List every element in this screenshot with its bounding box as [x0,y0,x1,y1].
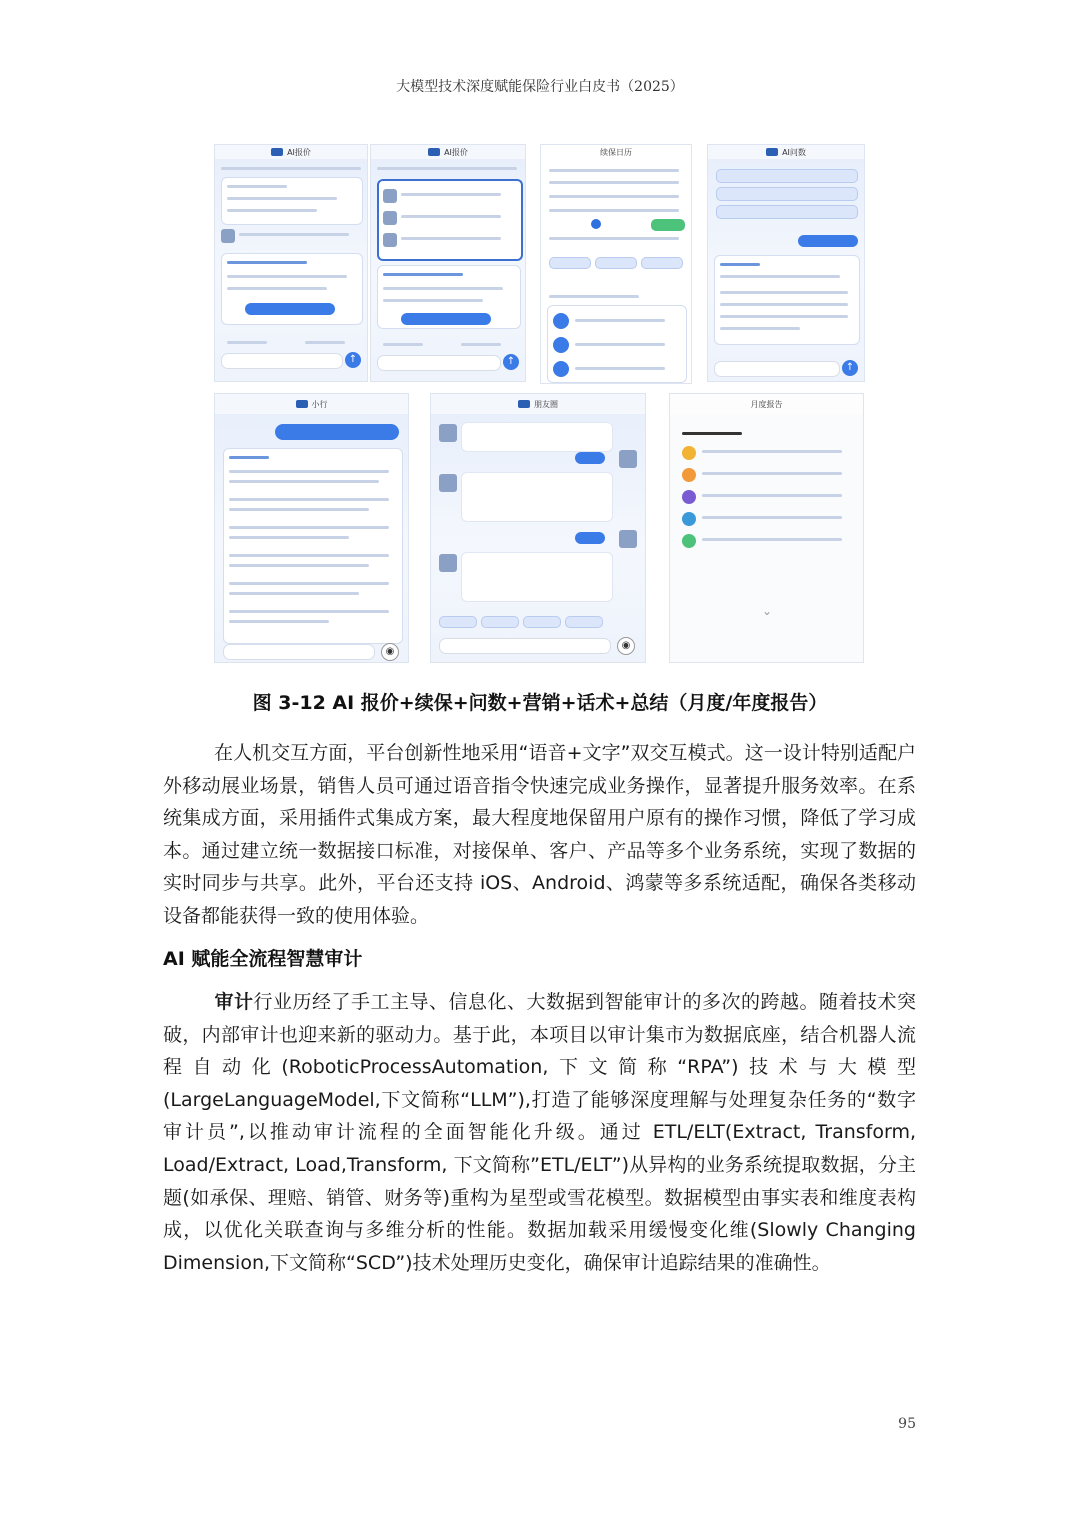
page-number: 95 [898,1416,916,1432]
screenshot-ai-quote-b: AI报价 ↑ [370,144,526,382]
paragraph-interaction: 在人机交互方面，平台创新性地采用“语音+文字”双交互模式。这一设计特别适配户外移动展业场景，销售人员可通过语音指令快速完成业务操作，显著提升服务效率。在系统集成方面，采用插件式集成方案，最大程度地保留用户原有的操作习惯，降低了学习成本。通过建立统一数据接口标准，对接保单、客户、产品等多个业务系统，实现了数据的实时同步与共享。此外，平台还支持 iOS、Android、鸿蒙等多系统适配，确保各类移动设备都能获得一致的使用体验。 [163,742,916,927]
screenshot-renewal-calendar: 续保日历 [540,144,692,384]
screenshot-marketing-assistant: 小行 ◉ [214,393,409,663]
running-header: 大模型技术深度赋能保险行业白皮书（2025） [396,79,684,95]
paragraph-audit: 审计行业历经了手工主导、信息化、大数据到智能审计的多次的跨越。随着技术突破，内部审计也迎来新的驱动力。基于此，本项目以审计集市为数据底座，结合机器人流程自动化(RoboticProcessAutomation,下文简称“RPA”)技术与大模型(LargeLanguageModel,下文简称“LLM”),打造了能够深度理解与处理复杂任务的“数字审计员”,以推动审计流程的全面智能化升级。通过 ETL/ELT(Extract, Transform, Load/Extract, Load,Transform, 下文简称”ETL/ELT”)从异构的业务系统提取数据，分主题(如承保、理赔、销管、财务等)重构为星型或雪花模型。数据模型由事实表和维度表构成，以优化关联查询与多维分析的性能。数据加载采用缓慢变化维(Slowly Changing Dimension,下文简称“SCD”)技术处理历史变化，确保审计追踪结果的准确性。 [163,991,916,1274]
mic-icon: ◉ [381,643,399,661]
mic-icon: ◉ [617,637,635,655]
figure-caption: 图 3-12 AI 报价+续保+问数+营销+话术+总结（月度/年度报告） [252,692,828,714]
send-icon: ↑ [345,352,361,368]
lead-term: 审计 [214,991,254,1013]
screenshot-monthly-report: 月度报告 ⌄ [669,393,864,663]
send-icon: ↑ [842,360,858,376]
chevron-down-icon: ⌄ [762,604,773,618]
section-title: AI 赋能全流程智慧审计 [163,948,363,970]
send-icon: ↑ [503,354,519,370]
screenshot-ai-quote-a: AI报价 ↑ [214,144,368,382]
robot-icon [296,400,308,408]
robot-icon [518,400,530,408]
robot-icon [428,148,440,156]
robot-icon [271,148,283,156]
screenshot-ai-query: AI问数 ↑ [707,144,865,382]
screenshot-moments: 朋友圈 ◉ [430,393,646,663]
robot-icon [766,148,778,156]
